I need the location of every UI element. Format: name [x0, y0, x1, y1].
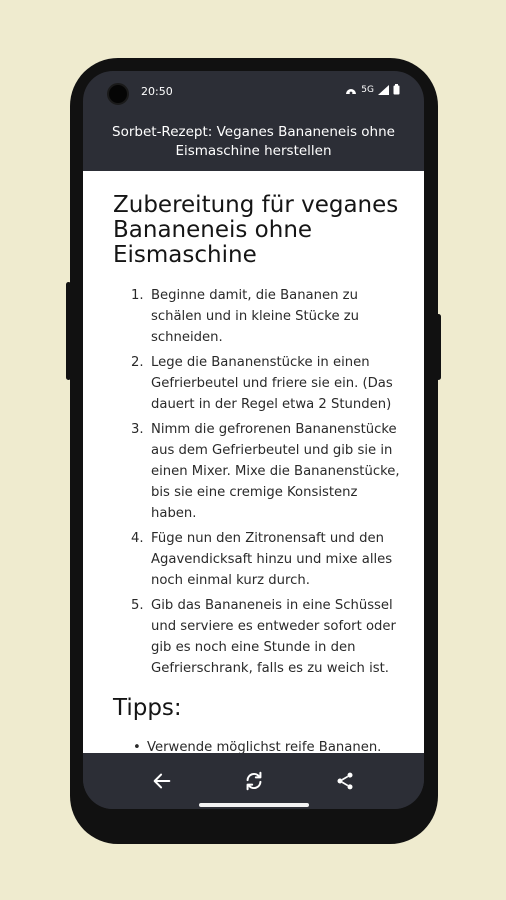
recipe-content[interactable] [83, 171, 424, 753]
list-item: • Verwende möglichst reife Bananen. [133, 740, 382, 753]
list-item: 5. Gib das Bananeneis in eine Schüssel und serviere es entweder sofort oder gib es noch eine Stunde in den Gefrierschrank, falls es zu weich ist. [131, 598, 396, 676]
section-heading: Zubereitung für veganes Bananeneis ohne Eismaschine [113, 192, 399, 268]
signal-icon [378, 85, 389, 95]
share-button[interactable] [329, 765, 361, 797]
network-label: 5G [361, 84, 374, 95]
status-icons [345, 84, 400, 95]
status-bar [83, 71, 424, 113]
arrow-left-icon [151, 770, 173, 792]
tips-heading: Tipps: [113, 695, 182, 721]
front-camera [107, 83, 129, 105]
list-item: 2. Lege die Bananenstücke in einen Gefrierbeutel und friere sie ein. (Das dauert in der Regel etwa 2 Stunden) [131, 355, 393, 412]
data-saver-icon [345, 85, 357, 95]
battery-icon [393, 84, 400, 95]
list-item: 4. Füge nun den Zitronensaft und den Agavendicksaft hinzu und mixe alles noch einmal kurz durch. [131, 531, 393, 588]
status-time: 20:50 [141, 85, 173, 98]
tips-list [113, 737, 413, 753]
page-title: Sorbet-Rezept: Veganes Bananeneis ohne Eismaschine herstellen [112, 124, 395, 159]
app-bar [83, 113, 424, 171]
refresh-icon [243, 770, 265, 792]
steps-list [113, 285, 403, 683]
phone-screen [83, 71, 424, 809]
back-button[interactable] [146, 765, 178, 797]
list-item: 1. Beginne damit, die Bananen zu schälen und in kleine Stücke zu schneiden. [131, 288, 360, 345]
refresh-button[interactable] [238, 765, 270, 797]
share-icon [335, 771, 355, 791]
list-item: 3. Nimm die gefrorenen Bananenstücke aus dem Gefrierbeutel und gib sie in einen Mixer. Mixe die Bananenstücke, bis sie eine cremige Konsistenz haben. [131, 422, 400, 521]
bottom-toolbar [83, 753, 424, 809]
home-indicator[interactable] [199, 803, 309, 807]
